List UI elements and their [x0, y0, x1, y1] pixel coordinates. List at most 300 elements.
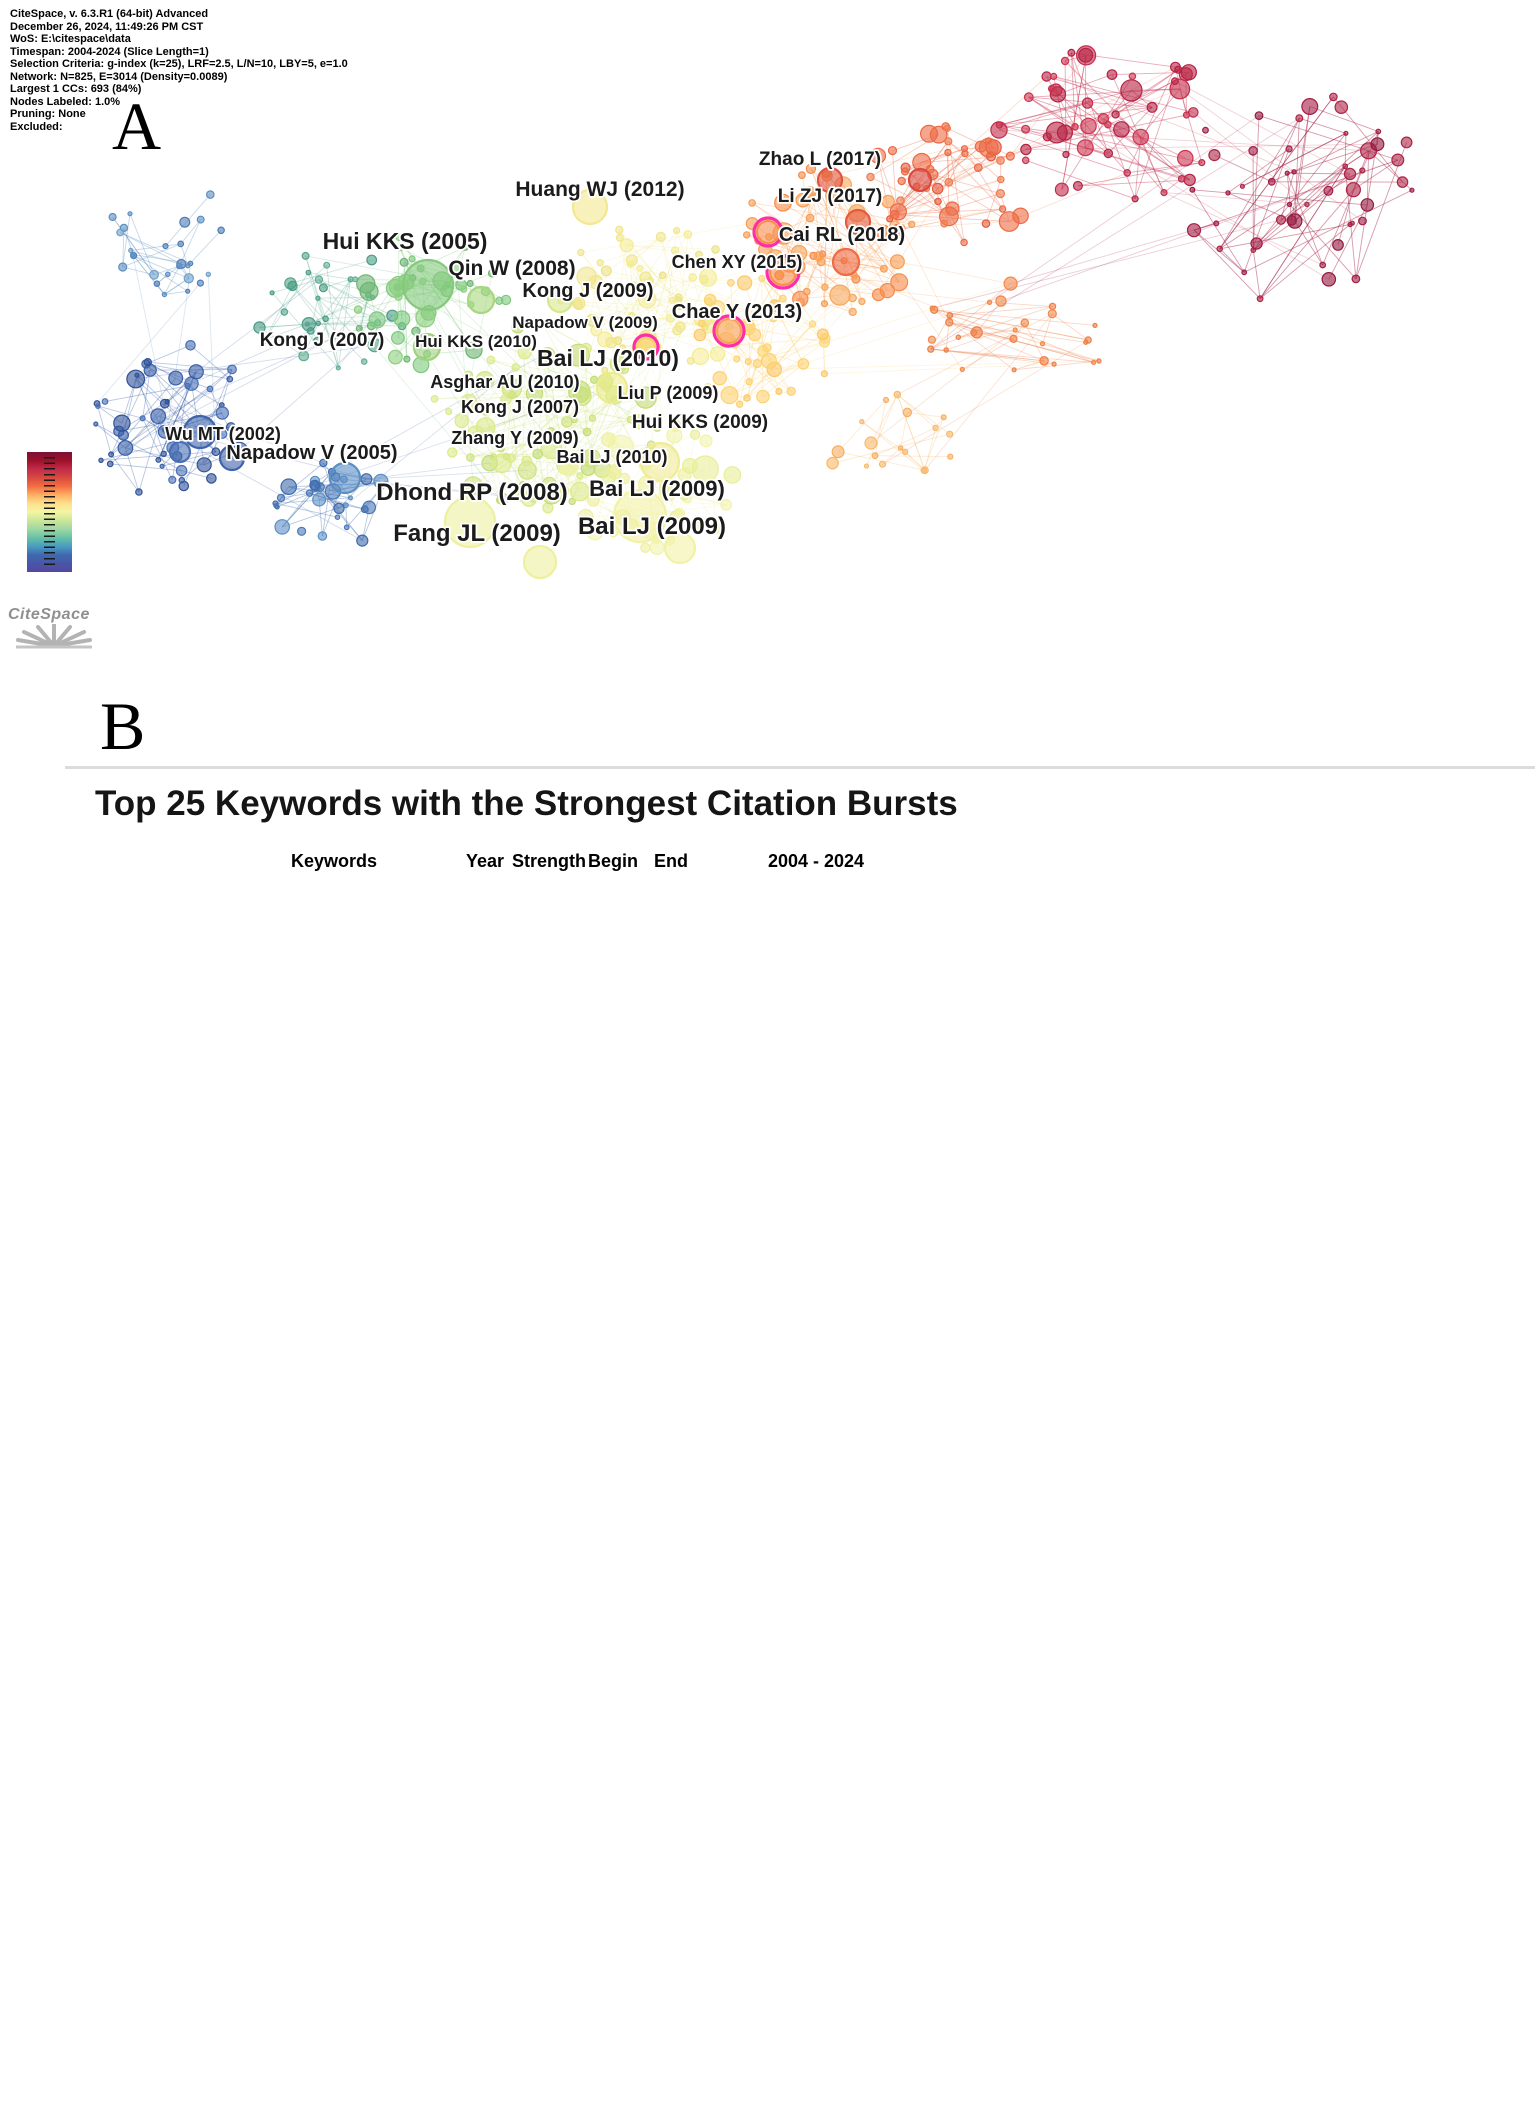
network-node: [700, 435, 712, 447]
network-node: [1397, 177, 1407, 187]
network-node: [821, 371, 827, 377]
network-node: [737, 401, 743, 407]
network-node: [997, 157, 1005, 165]
network-node: [363, 501, 376, 514]
network-node: [306, 270, 311, 275]
network-node: [512, 364, 519, 371]
network-node: [344, 525, 349, 530]
network-node: [860, 420, 864, 424]
network-node: [1188, 224, 1201, 237]
network-node: [1081, 118, 1096, 133]
node-label: Dhond RP (2008): [376, 479, 568, 506]
network-node: [334, 503, 344, 513]
network-node: [947, 431, 953, 437]
network-node: [1361, 199, 1373, 211]
panel-divider: [65, 766, 1535, 769]
network-node: [1296, 115, 1303, 122]
network-node: [822, 301, 828, 307]
network-node: [1359, 217, 1367, 225]
network-node: [1012, 368, 1016, 372]
network-node: [1170, 79, 1190, 99]
network-node: [762, 353, 777, 368]
network-node: [1240, 184, 1244, 188]
network-node: [1000, 206, 1006, 212]
network-node: [1333, 240, 1344, 251]
network-node: [166, 272, 170, 276]
network-node: [160, 464, 164, 468]
network-node: [1360, 168, 1365, 173]
node-label: Hui KKS (2009): [631, 412, 769, 433]
network-node: [947, 313, 953, 319]
network-node: [607, 433, 616, 442]
network-node: [522, 456, 532, 466]
network-node: [277, 494, 284, 501]
network-node: [324, 262, 330, 268]
network-node: [724, 467, 740, 483]
network-node: [310, 480, 320, 490]
network-node: [316, 296, 320, 300]
network-node: [197, 280, 203, 286]
network-node: [571, 482, 589, 500]
header-line: Nodes Labeled: 1.0%: [10, 95, 121, 108]
network-node: [806, 214, 814, 222]
network-node: [960, 367, 964, 371]
network-node: [162, 292, 166, 296]
citation-burst-panel: [0, 690, 1535, 2111]
network-node: [1249, 147, 1257, 155]
network-node: [921, 125, 938, 142]
network-node: [749, 200, 755, 206]
network-node: [627, 261, 634, 268]
node-label: Bai LJ (2010): [537, 345, 679, 371]
network-node: [392, 332, 405, 345]
network-node: [948, 454, 953, 459]
node-label: Cai RL (2018): [778, 224, 906, 246]
network-node: [859, 298, 865, 304]
header-line: Selection Criteria: g-index (k=25), LRF=2.5, L/N=10, LBY=5, e=1.0: [10, 58, 348, 70]
network-node: [354, 306, 361, 313]
citespace-logo-text: CiteSpace: [8, 606, 90, 623]
network-node: [348, 496, 352, 500]
cocitation-network-panel: [0, 0, 1535, 690]
header-line: Pruning: None: [10, 108, 86, 120]
network-node: [1320, 262, 1326, 268]
network-node: [903, 449, 908, 454]
network-node: [982, 220, 989, 227]
network-node: [197, 458, 211, 472]
network-node: [1004, 277, 1017, 290]
network-node: [298, 527, 306, 535]
network-node: [154, 281, 159, 286]
node-label: Zhang Y (2009): [451, 428, 579, 448]
network-node: [744, 232, 750, 238]
network-node: [302, 253, 309, 260]
node-label: Bai LJ (2009): [589, 476, 725, 501]
header-line: December 26, 2024, 11:49:26 PM CST: [10, 20, 204, 33]
network-node: [849, 294, 856, 301]
network-node: [928, 336, 935, 343]
network-node: [131, 252, 135, 256]
network-node: [1285, 171, 1289, 175]
network-node: [1242, 270, 1247, 275]
node-label: Hui KKS (2005): [322, 228, 488, 254]
network-node: [798, 359, 808, 369]
network-node: [467, 454, 474, 461]
node-label: Asghar AU (2010): [430, 372, 580, 392]
network-node: [1344, 131, 1348, 135]
header-line: CiteSpace, v. 6.3.R1 (64-bit) Advanced: [10, 8, 209, 20]
network-node: [1085, 337, 1091, 343]
node-label: Li ZJ (2017): [777, 186, 883, 207]
network-node: [1175, 66, 1182, 73]
header-line: Network: N=825, E=3014 (Density=0.0089): [10, 70, 228, 83]
network-node: [1147, 103, 1157, 113]
network-node: [467, 281, 473, 287]
network-node: [320, 284, 328, 292]
network-node: [1013, 208, 1028, 223]
network-node: [493, 454, 512, 473]
node-label: Zhao L (2017): [758, 149, 882, 170]
network-node: [144, 364, 156, 376]
network-node: [872, 453, 878, 459]
network-node: [207, 386, 213, 392]
network-node: [1269, 179, 1276, 186]
network-node: [776, 388, 782, 394]
network-node: [186, 341, 195, 350]
network-node: [656, 232, 665, 241]
network-node: [694, 329, 705, 340]
network-node: [1181, 65, 1196, 80]
network-node: [930, 306, 934, 310]
network-node: [1350, 221, 1354, 225]
network-node: [1324, 186, 1333, 195]
network-node: [1104, 149, 1112, 157]
network-node: [738, 276, 752, 290]
network-node: [880, 461, 886, 467]
column-header-begin: Begin: [587, 851, 638, 872]
network-node: [909, 169, 931, 191]
network-node: [1021, 319, 1028, 326]
network-node: [186, 289, 190, 293]
network-node: [102, 399, 108, 405]
network-node: [306, 490, 312, 496]
network-node: [650, 540, 664, 554]
network-node: [128, 212, 132, 216]
network-node: [1124, 170, 1130, 176]
network-node: [991, 122, 1007, 138]
network-node: [902, 168, 909, 175]
network-node: [933, 183, 943, 193]
network-node: [1093, 323, 1097, 327]
network-node: [281, 309, 287, 315]
network-node: [721, 387, 738, 404]
network-node: [400, 258, 408, 266]
network-node: [809, 321, 815, 327]
network-node: [114, 415, 130, 431]
color-legend: [27, 452, 72, 572]
network-node: [206, 272, 210, 276]
network-node: [689, 274, 697, 282]
network-node: [1042, 72, 1051, 81]
network-node: [945, 149, 951, 155]
network-node: [468, 287, 494, 313]
network-node: [156, 458, 161, 463]
network-node: [1063, 151, 1069, 157]
network-node: [274, 504, 278, 508]
network-node: [585, 391, 591, 397]
network-node: [637, 265, 643, 271]
network-node: [197, 216, 204, 223]
network-node: [1040, 357, 1048, 365]
network-node: [1346, 183, 1360, 197]
network-node: [1068, 49, 1075, 56]
network-node: [985, 138, 991, 144]
network-node: [1226, 191, 1230, 195]
node-label: Liu P (2009): [617, 383, 719, 403]
citespace-logo-fan-icon: [8, 624, 100, 650]
network-node: [987, 300, 991, 304]
network-node: [1112, 111, 1119, 118]
network-node: [1286, 146, 1292, 152]
network-node: [865, 464, 869, 468]
network-node: [822, 284, 828, 290]
network-node: [1217, 246, 1222, 251]
network-node: [944, 125, 950, 131]
color-legend-ticks: [44, 457, 55, 567]
network-node: [616, 234, 623, 241]
network-node: [496, 297, 503, 304]
node-label: Huang WJ (2012): [515, 178, 685, 201]
node-label: Kong J (2009): [522, 280, 654, 302]
network-node: [1010, 335, 1017, 342]
network-node: [404, 356, 410, 362]
network-node: [207, 191, 214, 198]
network-node: [184, 274, 193, 283]
network-node: [909, 221, 915, 227]
network-node: [734, 356, 740, 362]
network-node: [881, 265, 888, 272]
network-node: [928, 346, 934, 352]
network-node: [107, 461, 113, 467]
network-node: [832, 446, 844, 458]
network-node: [962, 151, 968, 157]
network-node: [1107, 70, 1117, 80]
network-node: [1114, 122, 1129, 137]
header-line: WoS: E:\citespace\data: [10, 33, 131, 45]
network-node: [1179, 176, 1185, 182]
node-label: Hui KKS (2010): [415, 332, 537, 351]
network-node: [1203, 127, 1209, 133]
network-node: [161, 399, 170, 408]
panel-a-label: A: [112, 88, 162, 164]
network-node: [941, 415, 946, 420]
network-node: [161, 451, 166, 456]
network-node: [996, 190, 1004, 198]
network-node: [367, 255, 377, 265]
network-node: [275, 520, 289, 534]
network-node: [583, 428, 591, 436]
network-node: [318, 532, 326, 540]
network-node: [728, 280, 735, 287]
network-node: [1322, 273, 1335, 286]
network-node: [1062, 57, 1069, 64]
network-node: [562, 417, 572, 427]
network-node: [941, 220, 948, 227]
network-node: [744, 395, 750, 401]
network-node: [891, 255, 905, 269]
network-node: [1133, 129, 1148, 144]
network-node: [1022, 157, 1028, 163]
network-node: [218, 227, 224, 233]
network-node: [903, 408, 911, 416]
network-node: [721, 500, 732, 511]
network-node: [799, 172, 806, 179]
network-node: [1161, 190, 1167, 196]
network-node: [150, 271, 159, 280]
node-label: Chae Y (2013): [671, 301, 803, 323]
network-node: [216, 407, 228, 419]
network-node: [674, 228, 680, 234]
network-node: [431, 396, 438, 403]
network-node: [1132, 196, 1138, 202]
network-node: [281, 479, 296, 494]
network-node: [227, 376, 233, 382]
network-node: [827, 458, 838, 469]
network-node: [1410, 188, 1414, 192]
network-node: [117, 229, 124, 236]
network-node: [533, 449, 542, 458]
network-node: [1277, 215, 1286, 224]
network-node: [1288, 214, 1302, 228]
network-node: [1371, 138, 1384, 151]
network-node: [787, 387, 795, 395]
header-line: Excluded:: [10, 120, 63, 133]
network-node: [228, 365, 237, 374]
burst-table-header: [0, 848, 1000, 876]
network-node: [1013, 328, 1017, 332]
network-node: [601, 266, 611, 276]
network-node: [898, 446, 902, 450]
network-node: [169, 476, 176, 483]
network-node: [394, 311, 410, 327]
network-node: [998, 176, 1004, 182]
network-node: [745, 359, 751, 365]
network-node: [336, 366, 340, 370]
network-node: [889, 147, 897, 155]
network-node: [1392, 154, 1404, 166]
network-node: [369, 312, 385, 328]
network-node: [753, 360, 761, 368]
network-node: [571, 417, 577, 423]
network-node: [956, 335, 960, 339]
network-node: [315, 276, 322, 283]
node-label: Napadow V (2009): [512, 313, 658, 332]
citespace-header: [10, 8, 348, 133]
network-node: [361, 474, 372, 485]
network-node: [1214, 221, 1219, 226]
network-node: [1184, 174, 1195, 185]
network-node: [1190, 187, 1195, 192]
network-node: [169, 371, 183, 385]
network-node: [1335, 101, 1347, 113]
network-node: [1077, 140, 1093, 156]
node-label: Kong J (2007): [259, 330, 385, 351]
network-node: [357, 535, 368, 546]
network-node: [1257, 296, 1263, 302]
network-node: [176, 466, 186, 476]
network-node: [659, 272, 666, 279]
network-node: [865, 437, 877, 449]
network-node: [1074, 182, 1083, 191]
network-node: [1330, 93, 1337, 100]
network-node: [1302, 99, 1318, 115]
network-node: [849, 308, 856, 315]
network-node: [616, 226, 623, 233]
network-node: [1292, 170, 1296, 174]
network-node: [96, 404, 101, 409]
node-label: Bai LJ (2009): [577, 513, 727, 540]
network-node: [180, 217, 190, 227]
network-node: [1049, 86, 1055, 92]
network-node: [1072, 124, 1078, 130]
network-node: [710, 347, 724, 361]
network-node: [1121, 80, 1142, 101]
network-labels: [165, 149, 905, 547]
network-node: [884, 398, 889, 403]
network-node: [1040, 342, 1044, 346]
network-node: [890, 210, 899, 219]
network-node: [673, 326, 682, 335]
network-node: [1287, 202, 1291, 206]
network-node: [360, 282, 378, 300]
node-label: Napadow V (2005): [226, 442, 398, 464]
network-node: [1049, 303, 1055, 309]
network-node: [818, 329, 829, 340]
network-node: [1055, 183, 1068, 196]
network-node: [1401, 137, 1412, 148]
header-line: Timespan: 2004-2024 (Slice Length=1): [10, 45, 209, 58]
network-node: [1046, 122, 1067, 143]
network-node: [935, 198, 941, 204]
network-node: [1376, 129, 1381, 134]
network-node: [1251, 238, 1262, 249]
network-node: [212, 448, 220, 456]
network-node: [641, 543, 650, 552]
network-node: [1006, 152, 1014, 160]
network-node: [109, 452, 114, 457]
network-node: [487, 356, 495, 364]
network-node: [1021, 144, 1031, 154]
node-label: Fang JL (2009): [393, 520, 561, 547]
burst-table-title: Top 25 Keywords with the Strongest Citation Bursts: [95, 784, 958, 823]
network-node: [687, 358, 694, 365]
column-header-strength: Strength: [512, 851, 586, 872]
network-node: [1129, 73, 1135, 79]
network-node: [1184, 112, 1190, 118]
network-node: [971, 327, 982, 338]
network-node: [946, 319, 953, 326]
network-node: [1209, 150, 1220, 161]
network-node: [1105, 122, 1111, 128]
network-node: [109, 214, 116, 221]
network-node: [873, 289, 885, 301]
column-header-year: Year: [465, 851, 505, 872]
network-node: [894, 391, 900, 397]
network-node: [118, 441, 133, 456]
network-node: [803, 288, 810, 295]
network-node: [867, 173, 874, 180]
network-node: [163, 244, 168, 249]
